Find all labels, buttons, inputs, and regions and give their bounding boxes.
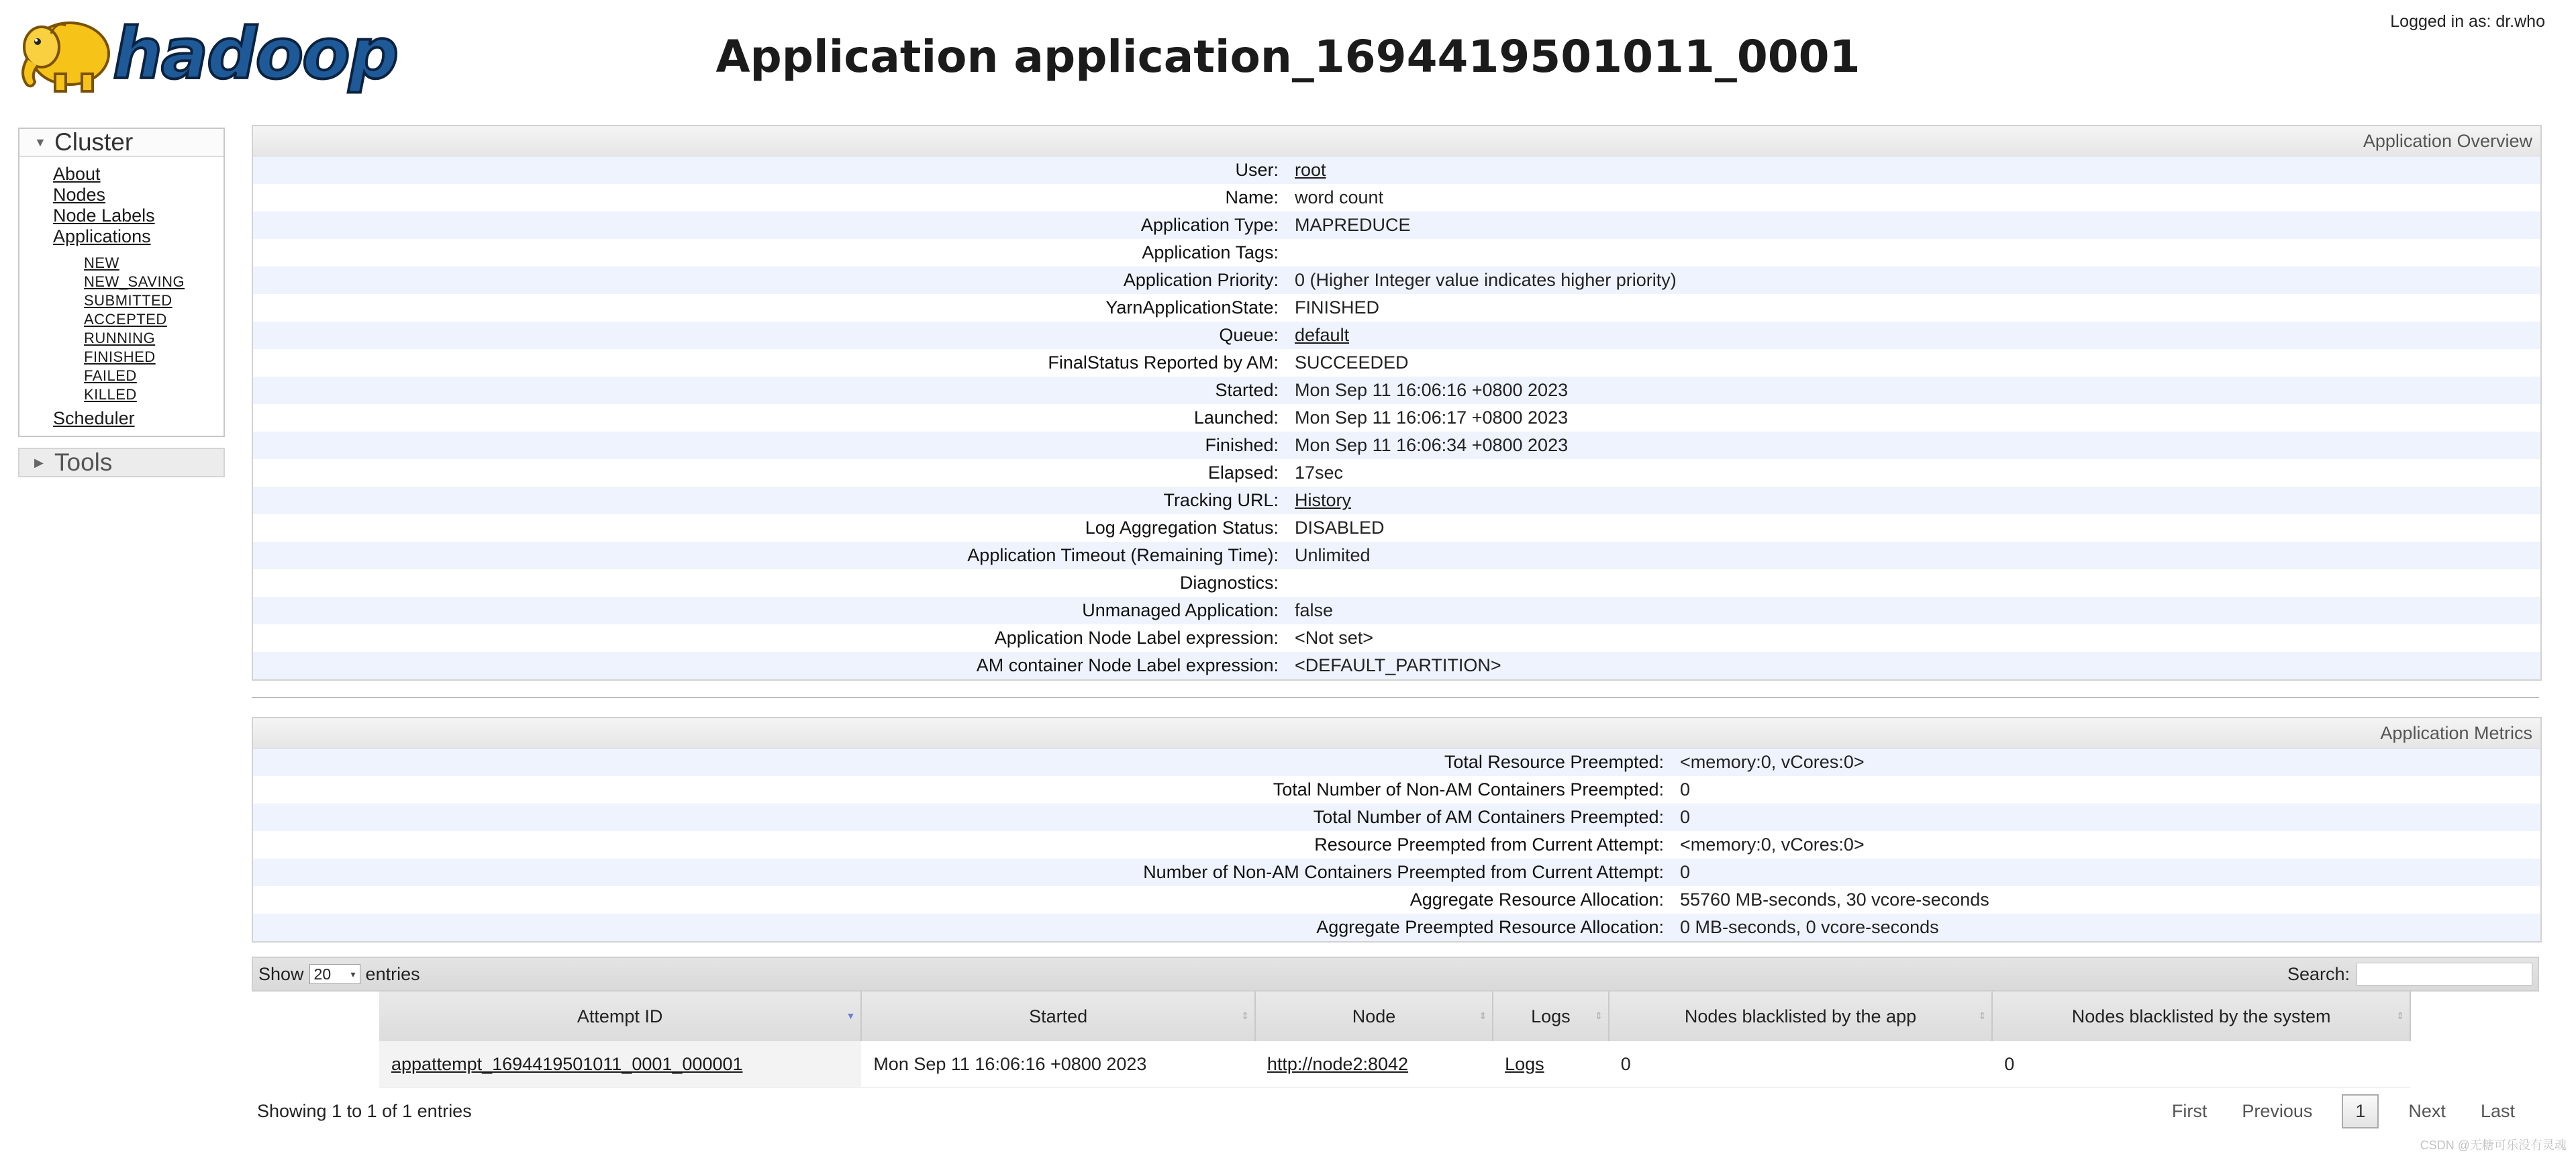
info-label: Log Aggregation Status: bbox=[1085, 518, 1279, 538]
info-label: Queue: bbox=[1219, 325, 1279, 345]
next-page-button[interactable]: Next bbox=[2408, 1100, 2446, 1121]
attempts-table bbox=[379, 992, 2411, 1088]
started-cell: Mon Sep 11 16:06:16 +0800 2023 bbox=[861, 1041, 1255, 1088]
info-value: Mon Sep 11 16:06:16 +0800 2023 bbox=[1295, 380, 1569, 400]
info-value: SUCCEEDED bbox=[1295, 352, 1409, 373]
metric-row bbox=[253, 886, 2540, 914]
info-value: Mon Sep 11 16:06:34 +0800 2023 bbox=[1295, 435, 1569, 455]
info-label: User: bbox=[1235, 160, 1279, 180]
metric-value: 0 bbox=[1680, 862, 1691, 882]
search-label: Search: bbox=[2287, 963, 2350, 984]
info-label: Application Node Label expression: bbox=[994, 628, 1279, 648]
info-value: 0 (Higher Integer value indicates higher priority) bbox=[1295, 270, 1677, 290]
column-label: Nodes blacklisted by the system bbox=[2071, 1006, 2331, 1026]
current-page-button[interactable]: 1 bbox=[2342, 1094, 2379, 1128]
metric-label: Total Number of AM Containers Preempted: bbox=[1313, 807, 1664, 827]
attempt-id-cell bbox=[379, 1041, 861, 1088]
nav-state-killed[interactable]: KILLED bbox=[84, 386, 137, 403]
previous-page-button[interactable]: Previous bbox=[2242, 1100, 2313, 1121]
info-row bbox=[253, 267, 2540, 294]
info-row bbox=[253, 156, 2540, 184]
col-blacklisted-app[interactable] bbox=[1609, 992, 1993, 1041]
metric-row bbox=[253, 859, 2540, 886]
info-label: Application Tags: bbox=[1142, 242, 1279, 262]
info-row bbox=[253, 487, 2540, 514]
metric-label: Aggregate Resource Allocation: bbox=[1409, 889, 1664, 910]
metric-value: 0 bbox=[1680, 779, 1691, 800]
metric-row bbox=[253, 804, 2540, 831]
col-started[interactable] bbox=[861, 992, 1255, 1041]
triangle-down-icon: ▼ bbox=[34, 136, 46, 149]
entries-label: entries bbox=[365, 963, 420, 984]
node-cell bbox=[1255, 1041, 1493, 1088]
cluster-header[interactable] bbox=[19, 129, 224, 157]
info-value: Unlimited bbox=[1295, 545, 1371, 565]
info-value bbox=[1295, 322, 1349, 349]
search-input[interactable] bbox=[2357, 963, 2532, 985]
pagination bbox=[2137, 1094, 2539, 1128]
metrics-title: Application Metrics bbox=[253, 718, 2540, 749]
logs-cell bbox=[1493, 1041, 1609, 1088]
info-label: FinalStatus Reported by AM: bbox=[1048, 352, 1279, 373]
info-row bbox=[253, 569, 2540, 597]
nav-state-new-saving[interactable]: NEW_SAVING bbox=[84, 273, 185, 290]
info-label: Launched: bbox=[1193, 407, 1279, 428]
metric-label: Aggregate Preempted Resource Allocation: bbox=[1316, 917, 1664, 937]
sort-icon: ⇕ bbox=[2396, 1010, 2404, 1021]
info-label: Application Priority: bbox=[1123, 270, 1279, 290]
tools-header[interactable] bbox=[19, 449, 224, 476]
col-blacklisted-system[interactable] bbox=[1992, 992, 2410, 1041]
first-page-button[interactable]: First bbox=[2171, 1100, 2208, 1121]
info-value: <Not set> bbox=[1295, 628, 1374, 648]
info-value: false bbox=[1295, 600, 1334, 620]
metric-value: 0 MB-seconds, 0 vcore-seconds bbox=[1680, 917, 1939, 937]
info-value: Mon Sep 11 16:06:17 +0800 2023 bbox=[1295, 407, 1569, 428]
info-label: Application Type: bbox=[1140, 215, 1279, 235]
tools-label: Tools bbox=[54, 448, 113, 476]
cluster-links bbox=[19, 157, 224, 436]
chevron-down-icon: ▾ bbox=[350, 968, 356, 979]
table-header-row bbox=[379, 992, 2410, 1041]
info-label: YarnApplicationState: bbox=[1105, 297, 1279, 318]
header bbox=[0, 0, 2576, 121]
nav-about[interactable]: About bbox=[53, 164, 101, 184]
info-label: Unmanaged Application: bbox=[1082, 600, 1279, 620]
hadoop-wordmark: hadoop bbox=[113, 13, 398, 95]
metrics-rows bbox=[253, 749, 2540, 941]
info-row bbox=[253, 377, 2540, 404]
col-attempt-id[interactable] bbox=[379, 992, 861, 1041]
nav-state-running[interactable]: RUNNING bbox=[84, 330, 156, 346]
user-link[interactable]: root bbox=[1295, 160, 1326, 180]
logged-in-user: Logged in as: dr.who bbox=[2390, 12, 2545, 31]
column-label: Nodes blacklisted by the app bbox=[1684, 1006, 1917, 1026]
column-label: Attempt ID bbox=[577, 1006, 663, 1026]
info-value bbox=[1295, 156, 1326, 184]
node-link[interactable]: http://node2:8042 bbox=[1267, 1053, 1409, 1074]
info-value: <DEFAULT_PARTITION> bbox=[1295, 655, 1501, 675]
info-row bbox=[253, 514, 2540, 542]
info-value: 17sec bbox=[1295, 463, 1344, 483]
overview-title: Application Overview bbox=[253, 126, 2540, 156]
metric-row bbox=[253, 831, 2540, 859]
queue-link[interactable]: default bbox=[1295, 325, 1350, 345]
table-footer bbox=[252, 1086, 2539, 1137]
logs-link[interactable]: Logs bbox=[1505, 1053, 1544, 1074]
col-node[interactable] bbox=[1255, 992, 1493, 1041]
info-label: Started: bbox=[1215, 380, 1279, 400]
info-label: AM container Node Label expression: bbox=[976, 655, 1279, 675]
app-state-links bbox=[53, 247, 224, 408]
show-label: Show bbox=[258, 963, 304, 984]
info-label: Finished: bbox=[1205, 435, 1279, 455]
column-label: Node bbox=[1352, 1006, 1396, 1026]
table-row bbox=[379, 1041, 2410, 1088]
entries-info: Showing 1 to 1 of 1 entries bbox=[257, 1100, 472, 1121]
attempt-id-link[interactable]: appattempt_1694419501011_0001_000001 bbox=[391, 1053, 743, 1074]
triangle-right-icon: ▶ bbox=[34, 456, 44, 469]
application-overview-panel bbox=[252, 125, 2542, 681]
metric-value: 0 bbox=[1680, 807, 1691, 827]
table-toolbar bbox=[252, 957, 2539, 992]
info-value: DISABLED bbox=[1295, 518, 1385, 538]
sidebar bbox=[18, 128, 225, 477]
page-size-select[interactable] bbox=[309, 964, 360, 984]
page-title: Application application_1694419501011_0001 bbox=[715, 31, 1861, 83]
tools-section bbox=[18, 448, 225, 477]
info-label: Diagnostics: bbox=[1179, 573, 1279, 593]
metric-label: Total Resource Preempted: bbox=[1444, 752, 1664, 772]
info-row bbox=[253, 294, 2540, 322]
info-value: MAPREDUCE bbox=[1295, 215, 1411, 235]
info-value bbox=[1295, 487, 1351, 514]
cluster-label: Cluster bbox=[54, 128, 134, 156]
nav-applications[interactable]: Applications bbox=[53, 226, 151, 246]
metric-label: Number of Non-AM Containers Preempted from Current Attempt: bbox=[1143, 862, 1664, 882]
info-value: FINISHED bbox=[1295, 297, 1380, 318]
application-metrics-panel bbox=[252, 717, 2542, 943]
nav-node-labels[interactable]: Node Labels bbox=[53, 205, 155, 226]
metric-value: <memory:0, vCores:0> bbox=[1680, 834, 1865, 855]
nav-state-accepted[interactable]: ACCEPTED bbox=[84, 311, 167, 328]
column-label: Started bbox=[1029, 1006, 1088, 1026]
info-label: Tracking URL: bbox=[1163, 490, 1279, 510]
column-label: Logs bbox=[1531, 1006, 1571, 1026]
info-row bbox=[253, 184, 2540, 211]
metric-row bbox=[253, 914, 2540, 941]
page-size-value: 20 bbox=[313, 965, 332, 983]
info-row bbox=[253, 239, 2540, 267]
nav-state-finished[interactable]: FINISHED bbox=[84, 348, 156, 365]
nav-scheduler[interactable]: Scheduler bbox=[53, 408, 135, 428]
info-label: Elapsed: bbox=[1207, 463, 1279, 483]
info-row bbox=[253, 652, 2540, 679]
col-logs[interactable] bbox=[1493, 992, 1609, 1041]
sort-icon: ⇕ bbox=[1479, 1010, 1487, 1021]
info-row bbox=[253, 624, 2540, 652]
metric-label: Total Number of Non-AM Containers Preempted: bbox=[1273, 779, 1664, 800]
sort-icon: ⇕ bbox=[1978, 1010, 1987, 1021]
section-divider bbox=[252, 697, 2539, 698]
cluster-section bbox=[18, 128, 225, 437]
metric-value: 55760 MB-seconds, 30 vcore-seconds bbox=[1680, 889, 1989, 910]
info-value: word count bbox=[1295, 187, 1384, 207]
info-row bbox=[253, 404, 2540, 432]
nav-state-new[interactable]: NEW bbox=[84, 254, 119, 271]
blacklisted-system-cell: 0 bbox=[1992, 1041, 2410, 1088]
info-row bbox=[253, 597, 2540, 624]
overview-rows bbox=[253, 156, 2540, 679]
info-label: Name: bbox=[1225, 187, 1279, 207]
info-row bbox=[253, 542, 2540, 569]
info-row bbox=[253, 349, 2540, 377]
search-box bbox=[2287, 963, 2532, 985]
blacklisted-app-cell: 0 bbox=[1609, 1041, 1993, 1088]
nav-state-failed[interactable]: FAILED bbox=[84, 367, 137, 384]
watermark: CSDN @无糖可乐没有灵魂 bbox=[2420, 1139, 2567, 1152]
info-row bbox=[253, 459, 2540, 487]
metric-label: Resource Preempted from Current Attempt: bbox=[1314, 834, 1664, 855]
metric-row bbox=[253, 749, 2540, 776]
info-label: Application Timeout (Remaining Time): bbox=[967, 545, 1279, 565]
info-row bbox=[253, 211, 2540, 239]
nav-state-submitted[interactable]: SUBMITTED bbox=[84, 292, 172, 309]
sort-desc-icon: ▼ bbox=[846, 1010, 856, 1021]
sort-icon: ⇕ bbox=[1241, 1010, 1249, 1021]
metric-value: <memory:0, vCores:0> bbox=[1680, 752, 1865, 772]
last-page-button[interactable]: Last bbox=[2480, 1100, 2515, 1121]
info-row bbox=[253, 432, 2540, 459]
nav-nodes[interactable]: Nodes bbox=[53, 185, 106, 205]
sort-icon: ⇕ bbox=[1595, 1010, 1603, 1021]
metric-row bbox=[253, 776, 2540, 804]
attempts-table-section bbox=[252, 957, 2539, 1145]
tracking-url-link[interactable]: History bbox=[1295, 490, 1352, 510]
info-row bbox=[253, 322, 2540, 349]
